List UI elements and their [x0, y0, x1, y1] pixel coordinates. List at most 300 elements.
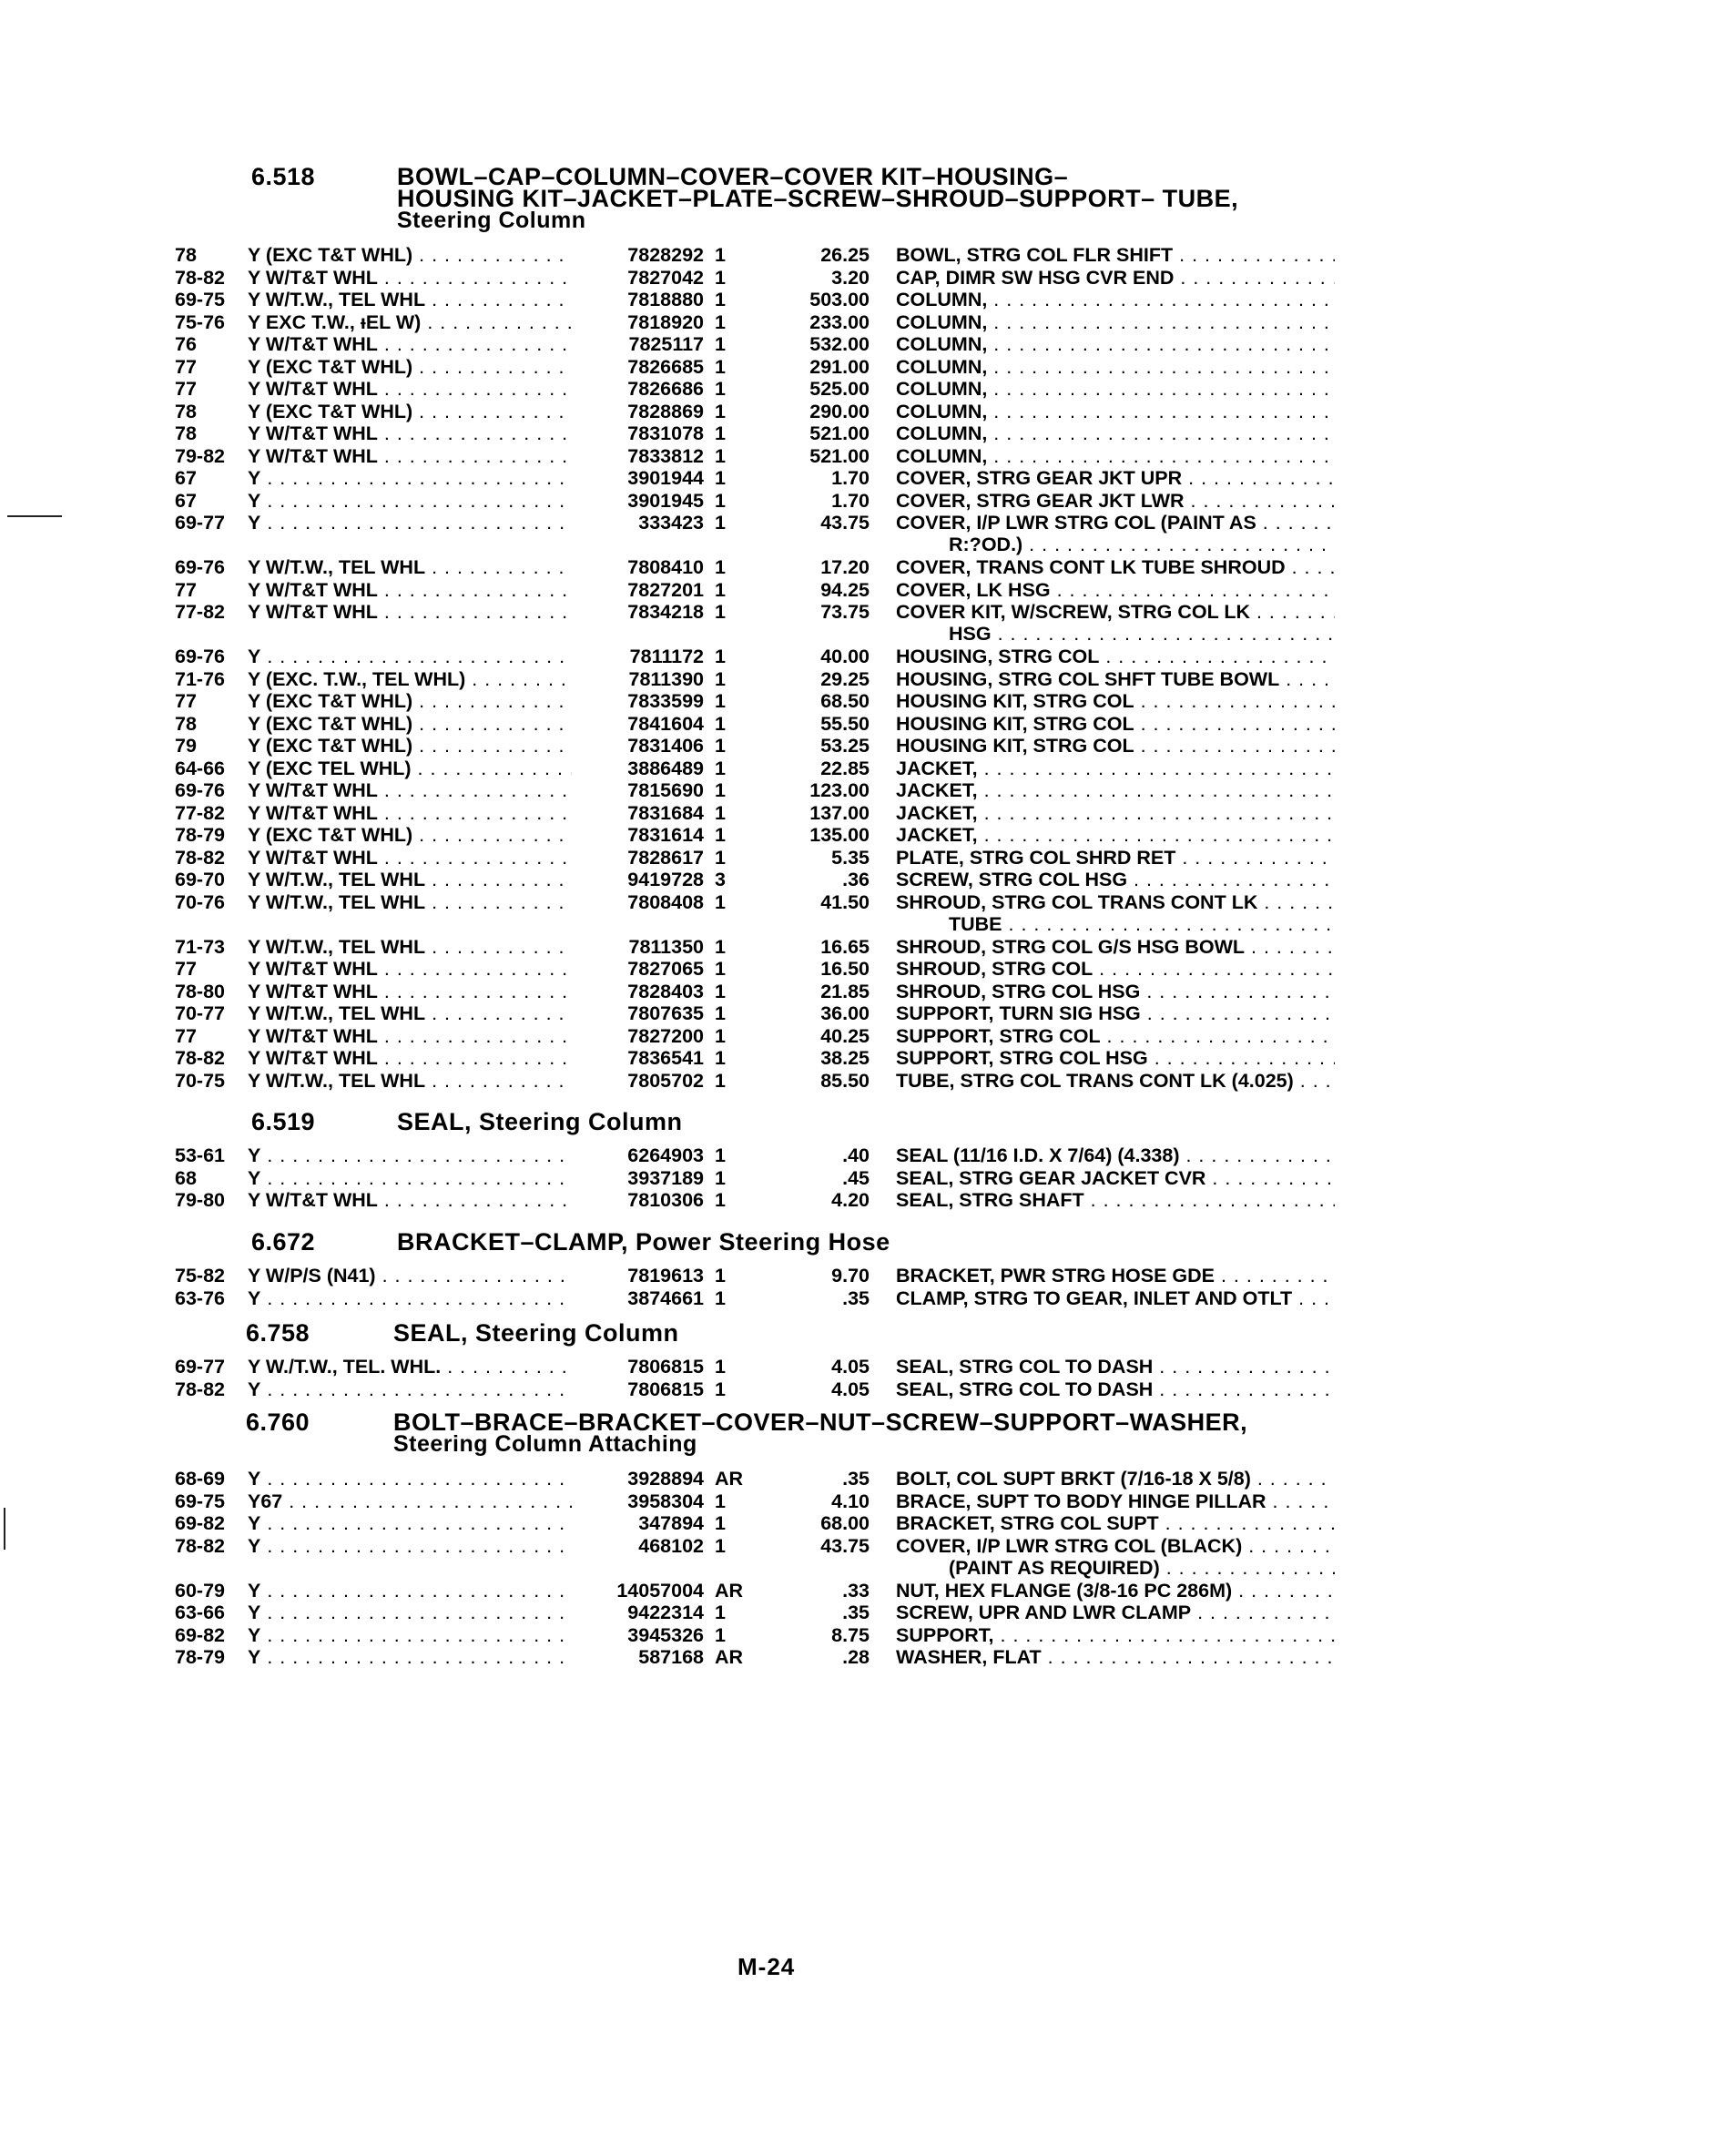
description [896, 1468, 1335, 1490]
description-line: COVER, STRG GEAR JKT UPR . . . [896, 467, 1335, 489]
application: Y . . . [248, 490, 572, 512]
quantity: 1 [715, 1047, 726, 1069]
application: Y EXC T.W., ᵼEL W) . . . [248, 311, 572, 333]
model-year: 77 [175, 1024, 197, 1047]
table-row [0, 1047, 1719, 1070]
description-line: COLUMN, . . . [896, 356, 1335, 378]
application: Y (EXC T&T WHL) . . . [248, 244, 572, 266]
price: 68.50 [820, 690, 870, 712]
quantity: 1 [715, 1069, 726, 1092]
part-number: 7808408 [627, 890, 704, 913]
description-line: SEAL, STRG SHAFT . . . [896, 1189, 1335, 1211]
part-number: 7811350 [628, 935, 704, 958]
quantity: 1 [715, 1623, 726, 1646]
model-year: 78-82 [175, 1378, 225, 1400]
description [896, 1490, 1335, 1512]
part-number: 3958304 [627, 1490, 704, 1512]
parts-table [0, 1468, 1719, 1669]
model-year: 77 [175, 355, 197, 378]
application: Y . . . [248, 646, 572, 667]
model-year: 69-82 [175, 1512, 225, 1534]
model-year: 75-82 [175, 1265, 225, 1286]
description [896, 1512, 1335, 1534]
part-number: 7827200 [627, 1024, 704, 1047]
part-number: 7833599 [627, 690, 704, 712]
description [896, 1070, 1335, 1092]
part-number: 7831078 [627, 422, 704, 444]
description [896, 1624, 1335, 1646]
description-line: HSG . . . [896, 623, 1335, 645]
price: 29.25 [820, 667, 870, 690]
application: Y (EXC T&T WHL) . . . [248, 401, 572, 422]
section-title-line: BRACKET–CLAMP, Power Steering Hose [397, 1228, 890, 1256]
price: 137.00 [809, 801, 870, 824]
quantity: 1 [715, 310, 726, 333]
description [896, 490, 1335, 512]
price: 135.00 [809, 824, 870, 846]
application: Y . . . [248, 1378, 572, 1400]
quantity: 1 [715, 556, 726, 578]
model-year: 77 [175, 958, 197, 980]
description-line: SUPPORT, STRG COL HSG . . . [896, 1047, 1335, 1069]
part-number: 9422314 [627, 1602, 704, 1623]
model-year: 63-76 [175, 1286, 225, 1309]
description [896, 378, 1335, 400]
price: .45 [842, 1166, 870, 1189]
application: Y (EXC T&T WHL) . . . [248, 824, 572, 846]
description-line: SEAL, STRG GEAR JACKET CVR . . . [896, 1167, 1335, 1189]
table-row [0, 467, 1719, 490]
description [896, 758, 1335, 779]
quantity: 1 [715, 980, 726, 1002]
price: 17.20 [820, 556, 870, 578]
description [896, 1535, 1335, 1579]
section-number: 6.518 [251, 163, 316, 190]
part-number: 7827042 [627, 266, 704, 289]
model-year: 70-76 [175, 890, 225, 913]
description [896, 333, 1335, 355]
application: Y W/T.W., TEL WHL . . . [248, 869, 572, 890]
description-line: BRACKET, STRG COL SUPT . . . [896, 1512, 1335, 1534]
model-year: 78-82 [175, 1047, 225, 1069]
description-line: COVER KIT, W/SCREW, STRG COL LK . . . [896, 601, 1335, 623]
section-title-line: SEAL, Steering Column [397, 1108, 683, 1135]
description-line: COVER, LK HSG . . . [896, 579, 1335, 601]
price: 22.85 [820, 757, 870, 779]
description-line: (PAINT AS REQUIRED) . . . [896, 1557, 1335, 1579]
description-line: SEAL (11/16 I.D. X 7/64) (4.338) . . . [896, 1144, 1335, 1166]
quantity: AR [715, 1468, 744, 1490]
application: Y W/T&T WHL . . . [248, 1189, 572, 1211]
application: Y W/T&T WHL . . . [248, 601, 572, 623]
application: Y67 . . . [248, 1490, 572, 1512]
application: Y W/T.W., TEL WHL . . . [248, 556, 572, 578]
part-number: 7815690 [627, 779, 704, 801]
model-year: 77 [175, 578, 197, 601]
application: Y W/T&T WHL . . . [248, 579, 572, 601]
price: 4.05 [831, 1356, 870, 1378]
table-row [0, 1167, 1719, 1190]
description-line: HOUSING KIT, STRG COL . . . [896, 713, 1335, 735]
description-line: CAP, DIMR SW HSG CVR END . . . [896, 267, 1335, 289]
quantity: 1 [715, 646, 726, 667]
description [896, 1002, 1335, 1024]
part-number: 7834218 [627, 601, 704, 623]
model-year: 69-76 [175, 646, 225, 667]
quantity: 1 [715, 289, 726, 310]
quantity: 1 [715, 735, 726, 757]
description [896, 1265, 1335, 1286]
quantity: 1 [715, 958, 726, 980]
part-number: 3945326 [627, 1623, 704, 1646]
application: Y W/T&T WHL . . . [248, 1025, 572, 1047]
model-year: 53-61 [175, 1144, 225, 1166]
description-line: WASHER, FLAT . . . [896, 1646, 1335, 1668]
description [896, 802, 1335, 824]
part-number: 7806815 [627, 1378, 704, 1400]
table-row [0, 378, 1719, 401]
description [896, 1189, 1335, 1211]
application: Y (EXC. T.W., TEL WHL) . . . [248, 668, 572, 690]
part-number: 3937189 [627, 1166, 704, 1189]
description [896, 824, 1335, 846]
section-number: 6.519 [251, 1108, 316, 1135]
description-line: COLUMN, . . . [896, 378, 1335, 400]
model-year: 77-82 [175, 601, 225, 623]
table-row [0, 1356, 1719, 1378]
model-year: 78-82 [175, 1534, 225, 1557]
part-number: 7825117 [628, 333, 704, 355]
model-year: 78-80 [175, 980, 225, 1002]
description [896, 936, 1335, 958]
application: Y W/T.W., TEL WHL . . . [248, 1070, 572, 1092]
price: 43.75 [820, 1534, 870, 1557]
table-row [0, 779, 1719, 802]
model-year: 60-79 [175, 1579, 225, 1602]
description-line: SCREW, UPR AND LWR CLAMP . . . [896, 1602, 1335, 1623]
price: .35 [842, 1286, 870, 1309]
part-number: 587168 [638, 1646, 704, 1668]
table-row [0, 333, 1719, 356]
description-line: HOUSING KIT, STRG COL . . . [896, 690, 1335, 712]
quantity: AR [715, 1579, 744, 1602]
description [896, 1025, 1335, 1047]
quantity: 1 [715, 801, 726, 824]
description [896, 267, 1335, 289]
quantity: 1 [715, 712, 726, 735]
table-row [0, 289, 1719, 311]
application: Y (EXC T&T WHL) . . . [248, 735, 572, 757]
description [896, 668, 1335, 690]
application: Y W/T&T WHL . . . [248, 802, 572, 824]
table-row [0, 1287, 1719, 1310]
price: 4.05 [831, 1378, 870, 1400]
price: 40.00 [820, 646, 870, 667]
price: 290.00 [809, 400, 870, 422]
description [896, 467, 1335, 489]
description-line: BRACKET, PWR STRG HOSE GDE . . . [896, 1265, 1335, 1286]
parts-table [0, 244, 1719, 1092]
description-line: BRACE, SUPT TO BODY HINGE PILLAR . . . [896, 1490, 1335, 1512]
part-number: 7831406 [627, 735, 704, 757]
description [896, 735, 1335, 757]
table-row [0, 1624, 1719, 1647]
table-row [0, 1025, 1719, 1048]
section-title [397, 1108, 683, 1135]
table-row [0, 579, 1719, 602]
model-year: 69-76 [175, 556, 225, 578]
description-line: JACKET, . . . [896, 779, 1335, 801]
quantity: 1 [715, 601, 726, 623]
application: Y W/T&T WHL . . . [248, 847, 572, 869]
price: 9.70 [831, 1265, 870, 1286]
part-number: 7819613 [627, 1265, 704, 1286]
price: 521.00 [809, 422, 870, 444]
quantity: 1 [715, 355, 726, 378]
quantity: 3 [715, 869, 726, 890]
price: 291.00 [809, 355, 870, 378]
description-line: COLUMN, . . . [896, 333, 1335, 355]
quantity: 1 [715, 1534, 726, 1557]
application: Y W/T.W., TEL WHL . . . [248, 1002, 572, 1024]
description [896, 847, 1335, 869]
table-row [0, 1265, 1719, 1287]
application: Y W/T&T WHL . . . [248, 958, 572, 980]
description [896, 1144, 1335, 1166]
application: Y . . . [248, 1144, 572, 1166]
description-line: PLATE, STRG COL SHRD RET . . . [896, 847, 1335, 869]
part-number: 7826686 [627, 378, 704, 400]
part-number: 6264903 [627, 1144, 704, 1166]
quantity: 1 [715, 1144, 726, 1166]
model-year: 77-82 [175, 801, 225, 824]
description [896, 356, 1335, 378]
description-line: SUPPORT, TURN SIG HSG . . . [896, 1002, 1335, 1024]
model-year: 79 [175, 735, 197, 757]
table-row [0, 713, 1719, 736]
table-row [0, 958, 1719, 981]
table-row [0, 1070, 1719, 1093]
section-title [393, 1319, 679, 1347]
table-row [0, 1378, 1719, 1401]
model-year: 69-77 [175, 1356, 225, 1378]
table-row [0, 401, 1719, 423]
section-subtitle: Steering Column [397, 208, 586, 233]
section-number: 6.760 [246, 1409, 310, 1436]
model-year: 69-82 [175, 1623, 225, 1646]
application: Y W/T&T WHL . . . [248, 422, 572, 444]
model-year: 64-66 [175, 757, 225, 779]
part-number: 7833812 [627, 444, 704, 467]
description-line: SHROUD, STRG COL . . . [896, 958, 1335, 980]
section-title [393, 1411, 1247, 1455]
application: Y W/T&T WHL . . . [248, 779, 572, 801]
price: 40.25 [820, 1024, 870, 1047]
model-year: 78-82 [175, 846, 225, 869]
price: .35 [842, 1468, 870, 1490]
quantity: 1 [715, 512, 726, 534]
table-row [0, 690, 1719, 713]
part-number: 7827065 [627, 958, 704, 980]
part-number: 347894 [638, 1512, 704, 1534]
model-year: 70-77 [175, 1002, 225, 1024]
description [896, 1047, 1335, 1069]
part-number: 7810306 [627, 1189, 704, 1211]
part-number: 7806815 [627, 1356, 704, 1378]
description [896, 1646, 1335, 1668]
part-number: 468102 [638, 1534, 704, 1557]
description [896, 958, 1335, 980]
model-year: 78-79 [175, 1646, 225, 1668]
table-row [0, 735, 1719, 758]
price: 525.00 [809, 378, 870, 400]
description [896, 579, 1335, 601]
price: .28 [842, 1646, 870, 1668]
description [896, 646, 1335, 667]
quantity: 1 [715, 824, 726, 846]
description-line: BOLT, COL SUPT BRKT (7/16-18 X 5/8) . . . [896, 1468, 1335, 1490]
price: 503.00 [809, 289, 870, 310]
application: Y W/T&T WHL . . . [248, 981, 572, 1002]
model-year: 79-82 [175, 444, 225, 467]
part-number: 7841604 [627, 712, 704, 735]
table-row [0, 936, 1719, 959]
description [896, 1356, 1335, 1378]
price: 4.20 [831, 1189, 870, 1211]
description-line: HOUSING, STRG COL SHFT TUBE BOWL . . . [896, 668, 1335, 690]
description [896, 244, 1335, 266]
parts-table [0, 1144, 1719, 1212]
part-number: 7828403 [627, 980, 704, 1002]
application: Y W./T.W., TEL. WHL. . . . [248, 1356, 572, 1378]
part-number: 7811172 [629, 646, 704, 667]
table-row [0, 981, 1719, 1003]
table-row [0, 891, 1719, 936]
quantity: 1 [715, 667, 726, 690]
price: 123.00 [809, 779, 870, 801]
quantity: 1 [715, 378, 726, 400]
table-row [0, 668, 1719, 691]
description [896, 556, 1335, 578]
description [896, 713, 1335, 735]
application: Y W/T&T WHL . . . [248, 445, 572, 467]
application: Y . . . [248, 1535, 572, 1557]
description [896, 512, 1335, 555]
quantity: 1 [715, 1265, 726, 1286]
table-row [0, 1002, 1719, 1025]
description-line: COLUMN, . . . [896, 422, 1335, 444]
model-year: 78-82 [175, 266, 225, 289]
description [896, 981, 1335, 1002]
table-row [0, 490, 1719, 513]
table-row [0, 1580, 1719, 1602]
part-number: 7805702 [627, 1069, 704, 1092]
price: 521.00 [809, 444, 870, 467]
table-row [0, 244, 1719, 267]
table-row [0, 556, 1719, 579]
model-year: 70-75 [175, 1069, 225, 1092]
part-number: 7836541 [627, 1047, 704, 1069]
model-year: 77 [175, 378, 197, 400]
part-number: 7828617 [627, 846, 704, 869]
quantity: 1 [715, 1286, 726, 1309]
description [896, 289, 1335, 310]
description-line: HOUSING, STRG COL . . . [896, 646, 1335, 667]
model-year: 78 [175, 400, 197, 422]
table-row [0, 1535, 1719, 1580]
part-number: 7827201 [627, 578, 704, 601]
price: 3.20 [831, 266, 870, 289]
description-line: SHROUD, STRG COL G/S HSG BOWL . . . [896, 936, 1335, 958]
description-line: R:?OD.) . . . [896, 534, 1335, 555]
quantity: 1 [715, 757, 726, 779]
description-line: JACKET, . . . [896, 824, 1335, 846]
table-row [0, 1602, 1719, 1624]
part-number: 7808410 [627, 556, 704, 578]
quantity: 1 [715, 935, 726, 958]
price: 53.25 [820, 735, 870, 757]
description-line: SCREW, STRG COL HSG . . . [896, 869, 1335, 890]
application: Y . . . [248, 1580, 572, 1602]
application: Y . . . [248, 1624, 572, 1646]
price: 41.50 [820, 890, 870, 913]
part-number: 7831614 [627, 824, 704, 846]
table-row [0, 1144, 1719, 1167]
description [896, 1287, 1335, 1309]
quantity: 1 [715, 779, 726, 801]
page-number: M-24 [737, 1953, 796, 1980]
price: 1.70 [831, 467, 870, 489]
application: Y W/T.W., TEL WHL . . . [248, 936, 572, 958]
table-row [0, 824, 1719, 847]
part-number: 7818920 [627, 310, 704, 333]
description-line: SHROUD, STRG COL HSG . . . [896, 981, 1335, 1002]
application: Y W/T&T WHL . . . [248, 267, 572, 289]
price: .40 [842, 1144, 870, 1166]
price: 36.00 [820, 1002, 870, 1024]
quantity: 1 [715, 1512, 726, 1534]
description [896, 869, 1335, 890]
description [896, 1580, 1335, 1602]
price: .35 [842, 1602, 870, 1623]
part-number: 7828869 [627, 400, 704, 422]
description-line: HOUSING KIT, STRG COL . . . [896, 735, 1335, 757]
part-number: 7826685 [627, 355, 704, 378]
model-year: 76 [175, 333, 197, 355]
price: 38.25 [820, 1047, 870, 1069]
application: Y . . . [248, 512, 572, 534]
price: 8.75 [831, 1623, 870, 1646]
description-line: COVER, STRG GEAR JKT LWR . . . [896, 490, 1335, 512]
application: Y . . . [248, 1167, 572, 1189]
model-year: 68-69 [175, 1468, 225, 1490]
quantity: 1 [715, 400, 726, 422]
description-line: COLUMN, . . . [896, 311, 1335, 333]
part-number: 14057004 [616, 1579, 704, 1602]
model-year: 69-77 [175, 512, 225, 534]
model-year: 77 [175, 690, 197, 712]
table-row [0, 646, 1719, 668]
table-row [0, 758, 1719, 780]
description [896, 891, 1335, 935]
price: 233.00 [809, 310, 870, 333]
model-year: 69-70 [175, 869, 225, 890]
part-number: 7818880 [627, 289, 704, 310]
part-number: 9419728 [627, 869, 704, 890]
description-line: COVER, I/P LWR STRG COL (PAINT AS . . . [896, 512, 1335, 534]
application: Y W/T.W., TEL WHL . . . [248, 289, 572, 310]
quantity: 1 [715, 1602, 726, 1623]
